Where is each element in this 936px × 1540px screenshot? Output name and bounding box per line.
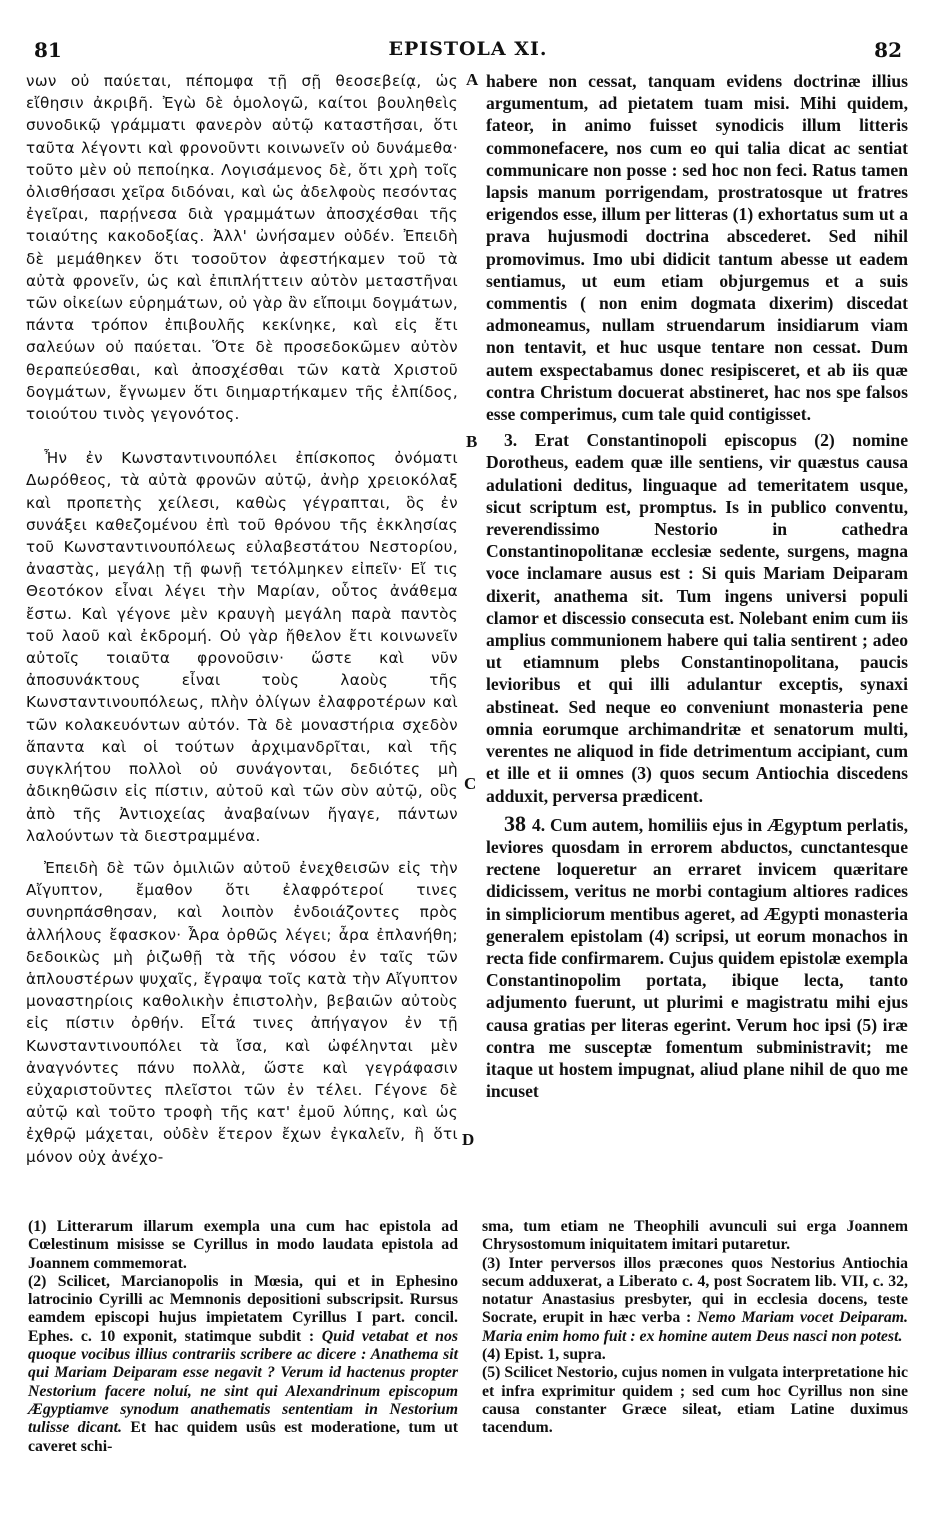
footnote-1: (1) Litterarum illarum exempla una cum hac epistola ad Cœlestinum misisse se Cyrillus in modo laudata epistola ad Joannem commemorat. bbox=[28, 1218, 458, 1272]
footnote-3-quote: Nemo Mariam vocet Deiparam. Maria enim homo fuit : ex homine autem Deus nasci non potest. bbox=[482, 1309, 908, 1345]
greek-paragraph: νων οὐ παύεται, πέπομφα τῇ σῇ θεοσεβείᾳ, ὡς εἴθησιν ἀκριβῆ. Ἐγὼ δὲ ὁμολογῶ, καίτοι βουληθεὶς συνοδικῷ γράμματι φανερὸν αὐτῷ καταστῆσαι, ὅτι ταῦτα λέγοντι καὶ φρονοῦντι κοινωνεῖν οὐ δυνάμεθα· τοῦτο μὲν οὐ πεποίηκα. Λογισάμενος δὲ, ὅτι χρὴ τοῖς ὀλισθήσασι χεῖρα διδόναι, καὶ ὡς ἀδελφοὺς πεσόντας ἐγεῖραι, παρῄνεσα διὰ γραμμάτων ἀποσχέσθαι τῆς τοιαύτης κακοδοξίας. Ἀλλ' ὠνήσαμεν οὐδέν. Ἐπειδὴ δὲ μεμάθηκεν ὅτι τοσοῦτον ἀφεστήκαμεν τοῦ τὰ αὐτὰ φρονεῖν, ὡς καὶ ἐπιπλήττειν αὐτὸν μεταστῆναι τῶν οἰκείων εὑρημάτων, οὐ γὰρ ἂν εἴποιμι δογμάτων, πάντα τρόπον ἐπιβουλῆς κεκίνηκε, καὶ εἰς ἔτι σαλεύων οὐ παύεται. Ὅτε δὲ προσεδοκῶμεν αὐτὸν θεραπεύεσθαι, καὶ ἀποσχέσθαι τῶν κατὰ Χριστοῦ δογμάτων, ἔγνωμεν ὅτι διημαρτήκαμεν τῆς ἐλπίδος, τοιούτου τινὸς γεγονότος. bbox=[26, 72, 458, 424]
right-column-number: 82 bbox=[874, 38, 902, 62]
footnote-continuation: sma, tum etiam ne Theophili avunculi sui erga Joannem Chrysostomum iniquitatem imitari putaretur. bbox=[482, 1218, 908, 1254]
footnotes-left bbox=[28, 1218, 458, 1456]
margin-letter-a: A bbox=[466, 70, 479, 89]
footnote-5: (5) Scilicet Nestorio, cujus nomen in vulgata interpretatione hic et infra exprimitur quidem ; sed cum hoc Cyrillus non sine causa constanter Græce sileat, etiam Latine duximus tacendum. bbox=[482, 1364, 908, 1437]
footnote-2-quote: Quid vetabat et nos quoque vocibus illius contrariis scribere ac dicere : Anathema sit qui Mariam Deiparam esse negavit ? Verum id hactenus propter Nestorium facere noluí, ne sint qui Alexandrinum episcopum Ægyptiamve synodum anathematis sententiam in Nestorium tulisse dicant. bbox=[28, 1327, 458, 1437]
column-marker-number: 38 bbox=[504, 810, 526, 836]
footnote-2 bbox=[28, 1273, 458, 1456]
greek-text-column bbox=[26, 70, 458, 1168]
latin-paragraph: 3. Erat Constantinopoli episcopus (2) nomine Dorotheus, eadem quæ ille sentiens, vir quæstus causa adulationi deditus, linguaque ad temeritatem usque, sicut scriptum est, promptus. Is in publico conventu, reverendissimo Nestorio in cathedra Constantinopolitanæ ecclesiæ sedente, surgens, magna voce inclamare ausus est : Si quis Mariam Deiparam dixerit, anathema sit. Tum ingens universi populi clamor et discessio consecuta est. Nolebant enim cum iis amplius communionem habere qui talia sentirent ; adeo ut etiamnum plebs Constantinopolitana, paucis levioribus et qui illi adulantur exceptis, synaxi abstineat. Sed neque eo conveniunt monasteria pene omnia eorumque archimandritæ et senatorum multi, verentes ne aliquod in fide detrimentum accipiant, cum et ille et ii omnes (3) quos secum Antiochia discedens adduxit, perversa prædicent. bbox=[486, 430, 908, 806]
margin-letter-b: B bbox=[466, 432, 478, 451]
running-title: EPISTOLA XI. bbox=[388, 38, 548, 60]
footnotes-right bbox=[482, 1218, 908, 1438]
margin-letter-d: D bbox=[462, 1130, 475, 1149]
latin-paragraph: habere non cessat, tanquam evidens doctrinæ illius argumentum, ad pietatem tuam misi. Mihi quidem, fateor, in animo fuisset synodicis illum litteris commonefacere, nos cum eo qui talia dicat ac sentiat communicare non posse : sed hoc non feci. Ratus tamen lapsis manum porrigendam, prostratosque ut fratres erigendos esse, illum per litteras (1) exhortatus sum ut a prava hujusmodi doctrina abscederet. Sed nihil promovimus. Imo ubi didicit tantum abesse ut eadem sentiamus, ut eum etiam objurgemus et a suis commentis ( non enim dogmata dixerim) discedat admoneamus, nullam struendarum insidiarum viam non tentavit, et huc usque tentare non cessat. Dum autem exspectabamus donec resipisceret, et ab iis quæ contra Christum docuerat abstineret, hac nos spe falsos esse comperimus, cum tale quid contigisset. bbox=[486, 71, 908, 425]
latin-text-column bbox=[486, 70, 908, 1102]
latin-paragraph-text: 4. Cum autem, homiliis ejus in Ægyptum perlatis, leviores quosdam in errorem abductos, cunctantesque rectene loqueretur an erraret invicem quæritare didicissem, veritus ne morbi contagium altiores radices in simpliciorum mentibus ageret, ad Ægypti monasteria generalem epistolam (4) scripsi, ut eorum monachos in recta fide confirmarem. Cujus quidem epistolæ exempla Constantinopolim portata, ibique lecta, tanto adjumento fuerunt, ut plurimi e magistratu mihi ejus causa gratias per literas egerint. Verum hoc ipsi (5) iræ contra me susceptæ fomentum subministravit; me itaque ut hostem impugnat, aliud plane nihil de quo me incuset bbox=[486, 814, 908, 1102]
footnote-3 bbox=[482, 1255, 908, 1346]
footnote-2-end: Et hac quidem usûs est moderatione, tum ut caveret schi- bbox=[28, 1419, 458, 1455]
left-column-number: 81 bbox=[34, 38, 62, 62]
footnote-2-text: (2) Scilicet, Marcianopolis in Mœsia, qui et in Ephesino latrocinio Cyrilli ac Memnonis depositioni subscripsit. Rursus eamdem episcopi hujus impietatem Cyrillus I part. concil. Ephes. c. 10 exponit, statimque subdit : bbox=[28, 1272, 458, 1345]
margin-letter-c: C bbox=[464, 774, 477, 793]
footnote-4: (4) Epist. 1, supra. bbox=[482, 1346, 606, 1364]
running-header bbox=[30, 38, 906, 64]
latin-paragraph bbox=[486, 810, 908, 1103]
greek-paragraph: Ἦν ἐν Κωνσταντινουπόλει ἐπίσκοπος ὀνόματι Δωρόθεος, τὰ αὐτὰ φρονῶν αὐτῷ, ἀνὴρ χρειοκόλαξ καὶ προπετὴς χείλεσι, καθὼς γέγραπται, ὃς ἐν συνάξει καθεζομένου ἐπὶ τοῦ θρόνου τῆς ἐκκλησίας τοῦ Κωνσταντινουπόλεως εὐλαβεστάτου Νεστορίου, ἀναστὰς, μεγάλῃ τῇ φωνῇ τετόλμηκεν εἰπεῖν· Εἴ τις Θεοτόκον εἶναι λέγει τὴν Μαρίαν, οὗτος ἀνάθεμα ἔστω. Καὶ γέγονε μὲν κραυγὴ μεγάλη παρὰ παντὸς τοῦ λαοῦ καὶ ἐκδρομή. Οὐ γὰρ ἤθελον ἔτι κοινωνεῖν αὐτοῖς τοιαῦτα φρονοῦσιν· ὥστε καὶ νῦν ἀποσυνάκτους εἶναι τοὺς λαοὺς τῆς Κωνσταντινουπόλεως, πλὴν ὀλίγων ἐλαφροτέρων καὶ τῶν κολακευόντων αὐτόν. Τὰ δὲ μοναστήρια σχεδὸν ἅπαντα καὶ οἱ τούτων ἀρχιμανδρῖται, καὶ τῆς συγκλήτου πολλοὶ οὐ συνάγονται, δεδιότες μὴ ἀδικηθῶσιν εἰς πίστιν, αὐτοῦ καὶ τῶν σὺν αὐτῷ, οὓς ἀπὸ τῆς Ἀντιοχείας ἀναβαίνων ἤγαγε, πάντων λαλούντων τὰ διεστραμμένα. bbox=[26, 449, 458, 845]
footnote-3-text: (3) Inter perversos illos præcones quos Nestorius Antiochia secum adduxerat, a Liberato c. 4, post Socratem lib. VII, c. 32, notatur Anastasius presbyter, qui in ecclesia docens, teste Socrate, erupit in hæc verba : bbox=[482, 1254, 908, 1327]
greek-paragraph: Ἐπειδὴ δὲ τῶν ὁμιλιῶν αὐτοῦ ἐνεχθεισῶν εἰς τὴν Αἴγυπτον, ἔμαθον ὅτι ἐλαφρότεροί τινες συνηρπάσθησαν, καὶ λοιπὸν ἐνδοιάζοντες πρὸς ἀλλήλους ἔφασκον· Ἆρα ὀρθῶς λέγει; ἆρα ἐπλανήθη; δεδοικὼς μὴ ῥιζωθῇ τὰ τῆς νόσου ἐν ταῖς τῶν ἁπλουστέρων ψυχαῖς, ἔγραψα τοῖς κατὰ τὴν Αἴγυπτον μοναστηρίοις καθολικὴν ἐπιστολὴν, βεβαιῶν αὐτοὺς εἰς πίστιν ὀρθήν. Εἶτά τινες ἀπήγαγον ἐν τῇ Κωνσταντινουπόλει τὰ ἴσα, καὶ ὠφέληνται μὲν ἀναγνόντες πάνυ πολλὰ, ὥστε καὶ γεγράφασιν εὐχαριστοῦντες πλεῖστοι τῶν ἐν τέλει. Γέγονε δὲ αὐτῷ καὶ τοῦτο τροφὴ τῆς κατ' ἐμοῦ λύπης, καὶ ὡς ἐχθρῷ μάχεται, οὐδὲν ἕτερον ἔχων ἐγκαλεῖν, ἢ ὅτι μόνον οὐχ ἀνέχο- bbox=[26, 858, 458, 1166]
